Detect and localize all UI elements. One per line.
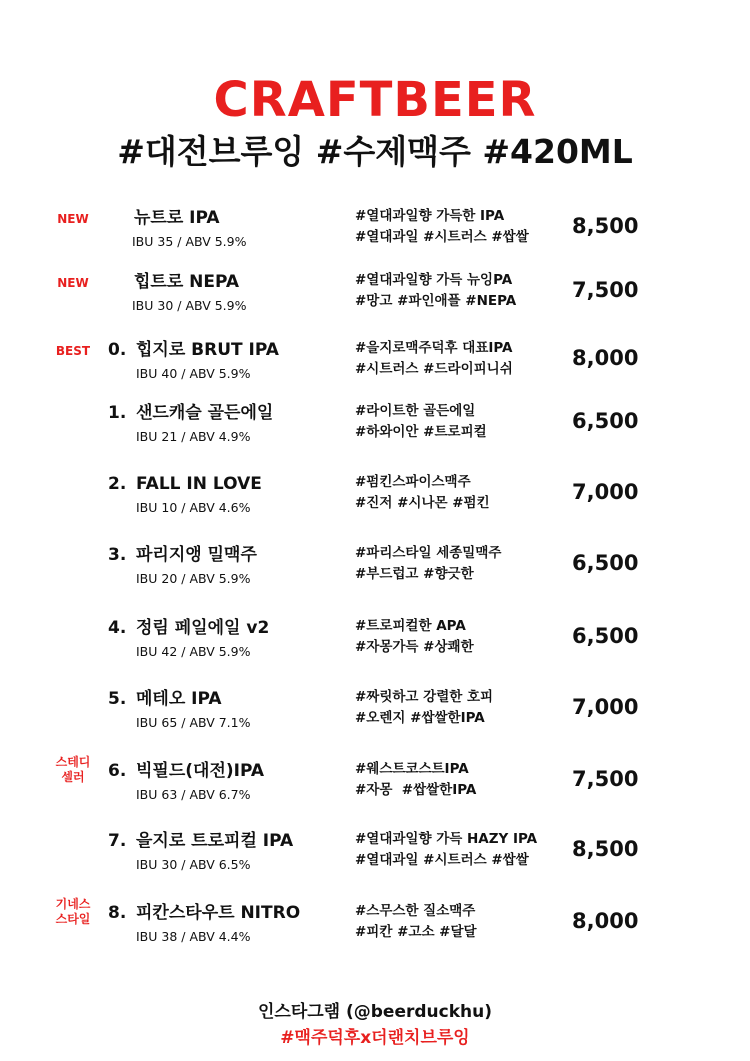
menu-item-tag-line: #피칸 #고소 #달달: [355, 924, 477, 940]
menu-item-name: [108, 401, 273, 425]
menu-item-badge: NEW: [57, 276, 89, 290]
menu-item-ibu-abv: IBU 35 / ABV 5.9%: [132, 234, 247, 249]
menu-item-tag-line: #오렌지 #쌉쌀한IPA: [355, 710, 485, 726]
menu-item-tags: [355, 401, 570, 443]
menu-item-number: 1.: [108, 403, 127, 423]
menu-item-number: 5.: [108, 689, 127, 709]
menu-item: [0, 206, 750, 268]
menu-item-name: [108, 829, 293, 853]
menu-item-tag-line: #라이트한 골든에일: [355, 403, 476, 419]
menu-item-name: [108, 687, 222, 711]
menu-item-ibu-abv: IBU 65 / ABV 7.1%: [136, 715, 251, 730]
menu-item-tag-line: #열대과일향 가득한 IPA: [355, 208, 505, 224]
menu-item-tag-line: #을지로맥주덕후 대표IPA: [355, 340, 513, 356]
menu-item-badge: 기네스 스타일: [55, 897, 91, 926]
menu-item-ibu-abv: IBU 63 / ABV 6.7%: [136, 787, 251, 802]
menu-item-tags: [355, 759, 570, 801]
menu-item-badge: NEW: [57, 212, 89, 226]
menu-item-name: [108, 472, 262, 496]
menu-item-tag-line: #하와이안 #트로피컬: [355, 424, 487, 440]
menu-item-number: 0.: [108, 340, 127, 360]
menu-item-name: [108, 759, 264, 783]
menu-item: [0, 897, 750, 963]
menu-item-name: [134, 270, 239, 294]
menu-item-price: 7,500: [572, 767, 639, 791]
menu-item-number: 2.: [108, 474, 127, 494]
menu-item-ibu-abv: IBU 42 / ABV 5.9%: [136, 644, 251, 659]
menu-item-number: 3.: [108, 545, 127, 565]
menu-item: [0, 687, 750, 749]
menu-item-tag-line: #부드럽고 #향긋한: [355, 566, 474, 582]
menu-item: [0, 755, 750, 821]
menu-item-name: [108, 901, 300, 925]
menu-item-tag-line: #자몽 #쌉쌀한IPA: [355, 782, 477, 798]
instagram-handle: 인스타그램 (@beerduckhu): [257, 1002, 493, 1022]
menu-item-badge: 스테디 셀러: [55, 755, 91, 784]
menu-item-ibu-abv: IBU 38 / ABV 4.4%: [136, 929, 251, 944]
menu-item-name: [134, 206, 220, 230]
menu-item-title: 을지로 트로피컬 IPA: [136, 831, 294, 851]
menu-item-number: 6.: [108, 761, 127, 781]
menu-item-title: 힙트로 NEPA: [134, 272, 240, 292]
menu-item-price: 6,500: [572, 409, 639, 433]
menu-item-price: 6,500: [572, 551, 639, 575]
menu-item-tags: [355, 270, 570, 312]
menu-item-ibu-abv: IBU 30 / ABV 5.9%: [132, 298, 247, 313]
menu-item-ibu-abv: IBU 21 / ABV 4.9%: [136, 429, 251, 444]
menu-item: [0, 616, 750, 678]
menu-item-tags: [355, 829, 570, 871]
menu-item-tag-line: #웨스트코스트IPA: [355, 761, 469, 777]
menu-item-tag-line: #짜릿하고 강렬한 호피: [355, 689, 494, 705]
menu-item-tag-line: #열대과일향 가득 HAZY IPA: [355, 831, 538, 847]
menu-subtitle: #대전브루잉 #수제맥주 #420ML: [117, 132, 633, 171]
menu-item-tag-line: #자몽가득 #상쾌한: [355, 639, 474, 655]
menu-item-price: 7,000: [572, 695, 639, 719]
menu-item: [0, 472, 750, 534]
menu-item-title: 피칸스타우트 NITRO: [136, 903, 301, 923]
menu-item-tags: [355, 206, 570, 248]
menu-item-tags: [355, 338, 570, 380]
menu-item: [0, 338, 750, 400]
menu-item-ibu-abv: IBU 10 / ABV 4.6%: [136, 500, 251, 515]
menu-item-tag-line: #열대과일향 가득 뉴잉PA: [355, 272, 513, 288]
menu-item-price: 8,000: [572, 346, 639, 370]
menu-item-number: 8.: [108, 903, 127, 923]
menu-item-name: [108, 543, 257, 567]
menu-item-title: 파리지앵 밀맥주: [136, 545, 257, 565]
menu-item-badge: BEST: [55, 344, 91, 358]
menu-item: [0, 829, 750, 891]
menu-item: [0, 543, 750, 605]
menu-item-tags: [355, 687, 570, 729]
menu-item-ibu-abv: IBU 40 / ABV 5.9%: [136, 366, 251, 381]
menu-item-tags: [355, 472, 570, 514]
menu-item-number: 4.: [108, 618, 127, 638]
menu-item-name: [108, 338, 279, 362]
menu-item-tag-line: #파리스타일 세종밀맥주: [355, 545, 502, 561]
menu-item-price: 8,500: [572, 214, 639, 238]
menu-title: CRAFTBEER: [213, 72, 537, 128]
menu-item-tags: [355, 901, 570, 943]
menu-item-tag-line: #트로피컬한 APA: [355, 618, 466, 634]
menu-item-tag-line: #진저 #시나몬 #펌킨: [355, 495, 490, 511]
menu-item-tag-line: #망고 #파인애플 #NEPA: [355, 293, 517, 309]
footer-hashtag: #맥주덕후x더랜치브루잉: [280, 1028, 470, 1048]
menu-item-ibu-abv: IBU 30 / ABV 6.5%: [136, 857, 251, 872]
menu-item-title: 정림 페일에일 v2: [136, 618, 270, 638]
menu-item-name: [108, 616, 269, 640]
menu-item-tag-line: #스무스한 질소맥주: [355, 903, 476, 919]
menu-item-title: 뉴트로 IPA: [134, 208, 220, 228]
menu-item-title: 힙지로 BRUT IPA: [136, 340, 279, 360]
menu-item: [0, 401, 750, 463]
menu-item-tag-line: #시트러스 #드라이피니쉬: [355, 361, 513, 377]
menu-item-number: 7.: [108, 831, 127, 851]
menu-item-tag-line: #펌킨스파이스맥주: [355, 474, 471, 490]
menu-item-title: 빅필드(대전)IPA: [136, 761, 265, 781]
menu-item-ibu-abv: IBU 20 / ABV 5.9%: [136, 571, 251, 586]
menu-item-price: 8,000: [572, 909, 639, 933]
menu-item-title: FALL IN LOVE: [136, 474, 262, 494]
menu-item-tags: [355, 543, 570, 585]
menu-item-title: 샌드캐슬 골든에일: [136, 403, 274, 423]
menu-item-price: 6,500: [572, 624, 639, 648]
menu-item-tag-line: #열대과일 #시트러스 #쌉쌀: [355, 229, 529, 245]
menu-item-price: 7,500: [572, 278, 639, 302]
menu-item-tag-line: #열대과일 #시트러스 #쌉쌀: [355, 852, 529, 868]
menu-item-title: 메테오 IPA: [136, 689, 222, 709]
menu-item-tags: [355, 616, 570, 658]
menu-item: [0, 270, 750, 332]
menu-item-price: 7,000: [572, 480, 639, 504]
menu-item-price: 8,500: [572, 837, 639, 861]
